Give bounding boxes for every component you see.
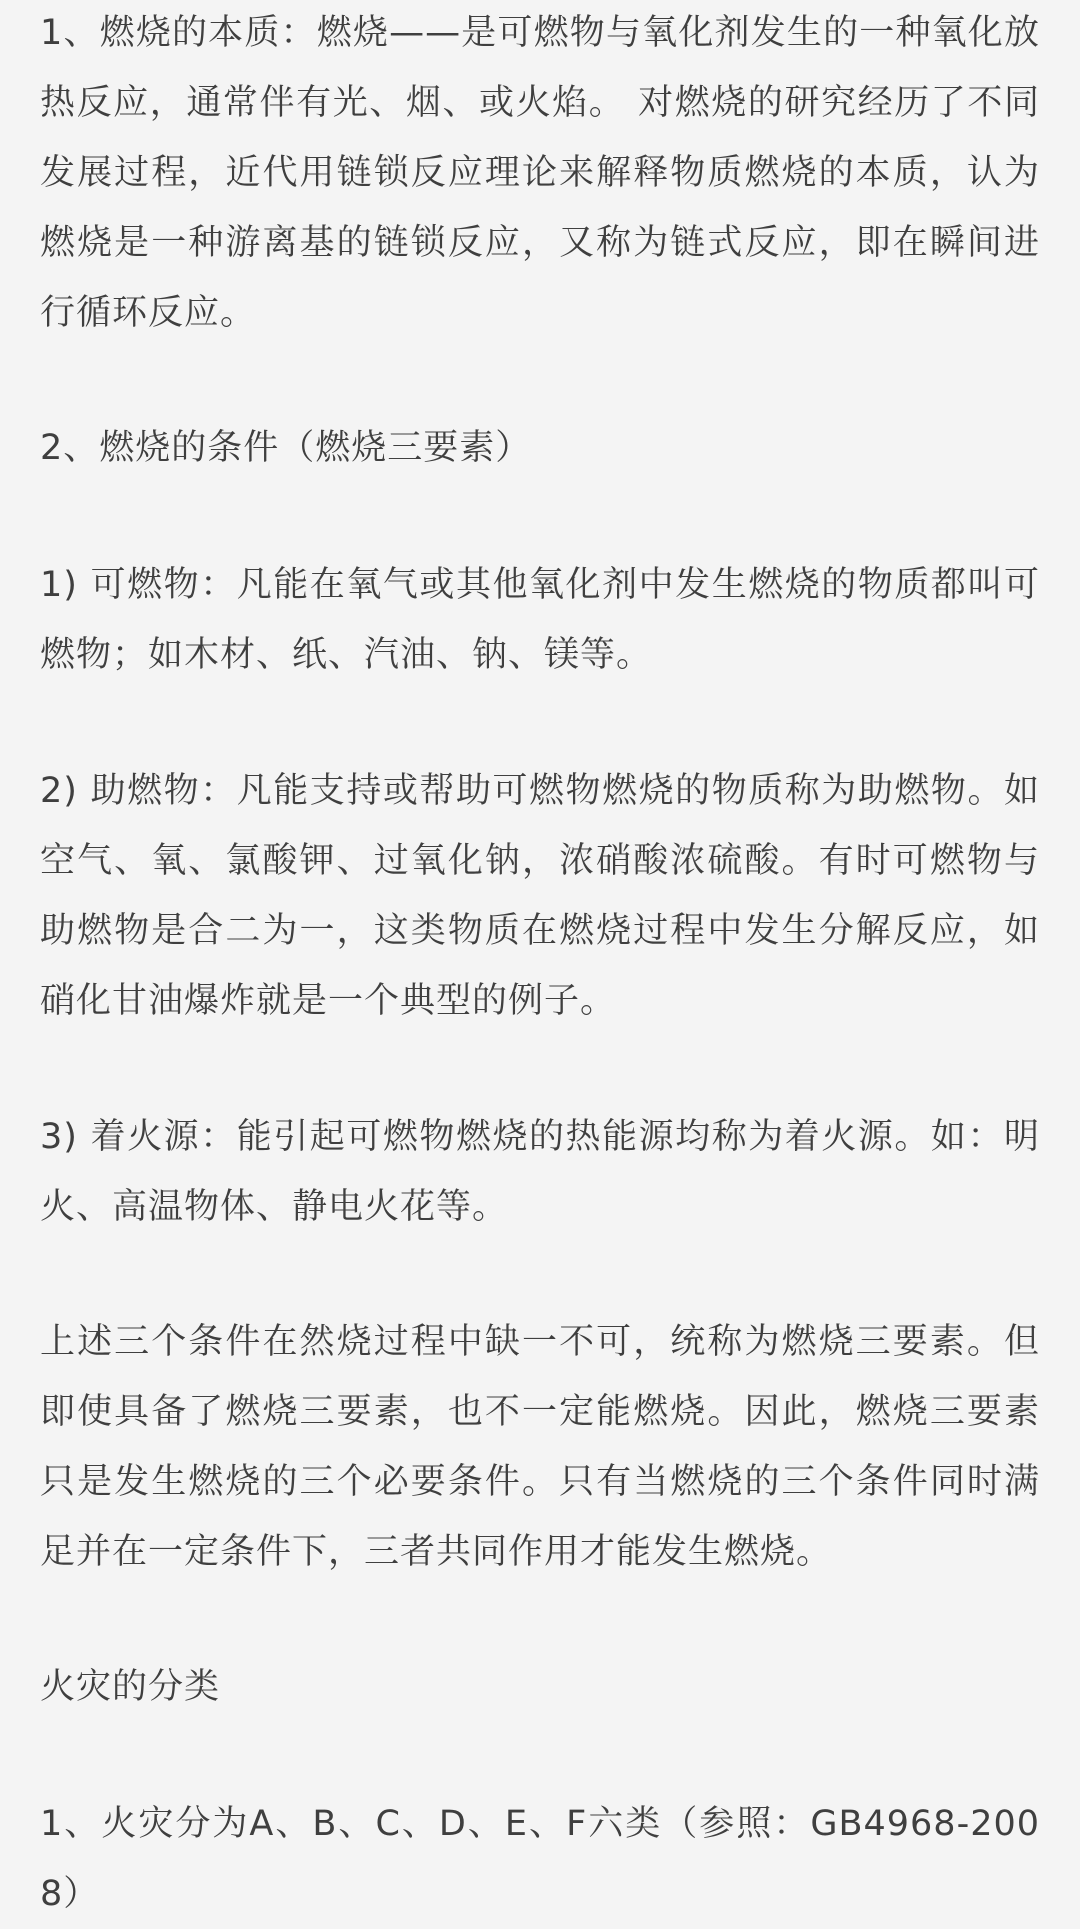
article-body [40, 0, 1040, 1920]
paragraph-combustion-essence: 1、燃烧的本质：燃烧——是可燃物与氧化剂发生的一种氧化放热反应，通常伴有光、烟、或火焰。 对燃烧的研究经历了不同发展过程，近代用链锁反应理论来解释物质燃烧的本质，认为燃烧是一种游离基的链锁反应，又称为链式反应，即在瞬间进行循环反应。 [40, 13, 1040, 333]
paragraph-fire-classes: 1、火灾分为A、B、C、D、E、F六类（参照：GB4968-2008） [40, 1804, 1040, 1914]
paragraph-three-elements-summary: 上述三个条件在然烧过程中缺一不可，统称为燃烧三要素。但即使具备了燃烧三要素，也不一定能燃烧。因此，燃烧三要素只是发生燃烧的三个必要条件。只有当燃烧的三个条件同时满足并在一定条件下，三者共同作用才能发生燃烧。 [40, 1322, 1040, 1572]
paragraph-oxidizers: 2) 助燃物：凡能支持或帮助可燃物燃烧的物质称为助燃物。如空气、氧、氯酸钾、过氧化钠，浓硝酸浓硫酸。有时可燃物与助燃物是合二为一，这类物质在燃烧过程中发生分解反应，如硝化甘油爆炸就是一个典型的例子。 [40, 771, 1040, 1021]
paragraph-combustion-conditions-heading: 2、燃烧的条件（燃烧三要素） [40, 428, 532, 468]
paragraph-ignition-source: 3) 着火源：能引起可燃物燃烧的热能源均称为着火源。如：明火、高温物体、静电火花等。 [40, 1117, 1040, 1227]
paragraph-combustibles: 1) 可燃物：凡能在氧气或其他氧化剂中发生燃烧的物质都叫可燃物；如木材、纸、汽油、钠、镁等。 [40, 565, 1040, 675]
section-heading-fire-classification: 火灾的分类 [40, 1667, 221, 1707]
